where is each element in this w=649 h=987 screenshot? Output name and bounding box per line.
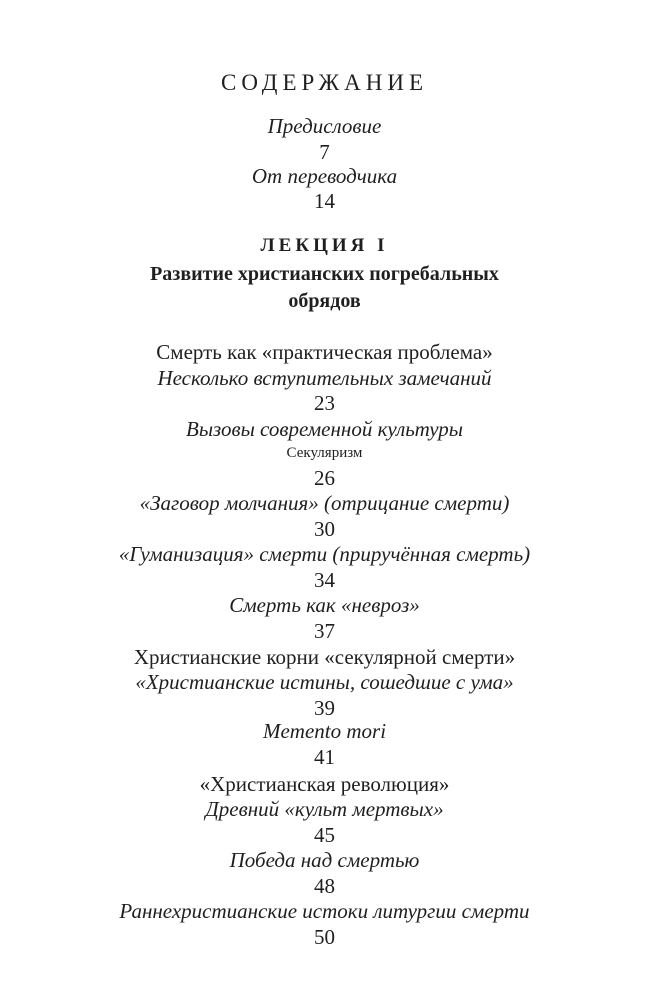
toc-title: СОДЕРЖАНИЕ xyxy=(220,70,428,95)
page-number: 34 xyxy=(314,568,335,592)
lecture-subtitle: Развитие христианских погребальных xyxy=(150,263,499,285)
page-number: 26 xyxy=(314,466,335,490)
page-number: 50 xyxy=(314,925,335,949)
page-number: 45 xyxy=(314,823,335,847)
toc-entry[interactable]: Несколько вступительных замечаний xyxy=(157,366,492,390)
toc-entry[interactable]: Memento mori xyxy=(262,719,387,743)
toc-subentry[interactable]: Секуляризм xyxy=(286,445,363,461)
toc-entry-translator-note[interactable]: От переводчика xyxy=(251,164,398,188)
toc-entry-preface[interactable]: Предисловие xyxy=(267,114,382,138)
toc-section[interactable]: «Христианская революция» xyxy=(199,772,450,796)
page-number: 14 xyxy=(314,189,335,213)
page-number: 30 xyxy=(314,517,335,541)
toc-entry[interactable]: Смерть как «невроз» xyxy=(229,593,420,617)
page-number: 41 xyxy=(314,745,335,769)
page-number: 39 xyxy=(314,696,335,720)
page-number: 48 xyxy=(314,874,335,898)
toc-entry[interactable]: Победа над смертью xyxy=(229,848,420,872)
toc-section[interactable]: Смерть как «практическая проблема» xyxy=(156,340,493,364)
toc-entry[interactable]: Вызовы современной культуры xyxy=(186,417,463,441)
page-number: 37 xyxy=(314,619,335,643)
toc-entry[interactable]: «Гуманизация» смерти (приручённая смерть) xyxy=(118,542,531,566)
toc-entry[interactable]: Раннехристианские истоки литургии смерти xyxy=(119,899,530,923)
toc-section[interactable]: Христианские корни «секулярной смерти» xyxy=(133,645,516,669)
toc-entry[interactable]: «Заговор молчания» (отрицание смерти) xyxy=(139,491,510,515)
toc-entry[interactable]: «Христианские истины, сошедшие с ума» xyxy=(135,670,514,694)
page-number: 7 xyxy=(319,140,330,164)
lecture-heading: ЛЕКЦИЯ I xyxy=(260,235,389,256)
page-number: 23 xyxy=(314,391,335,415)
toc-entry[interactable]: Древний «культ мертвых» xyxy=(205,797,444,821)
lecture-subtitle: обрядов xyxy=(288,290,361,312)
